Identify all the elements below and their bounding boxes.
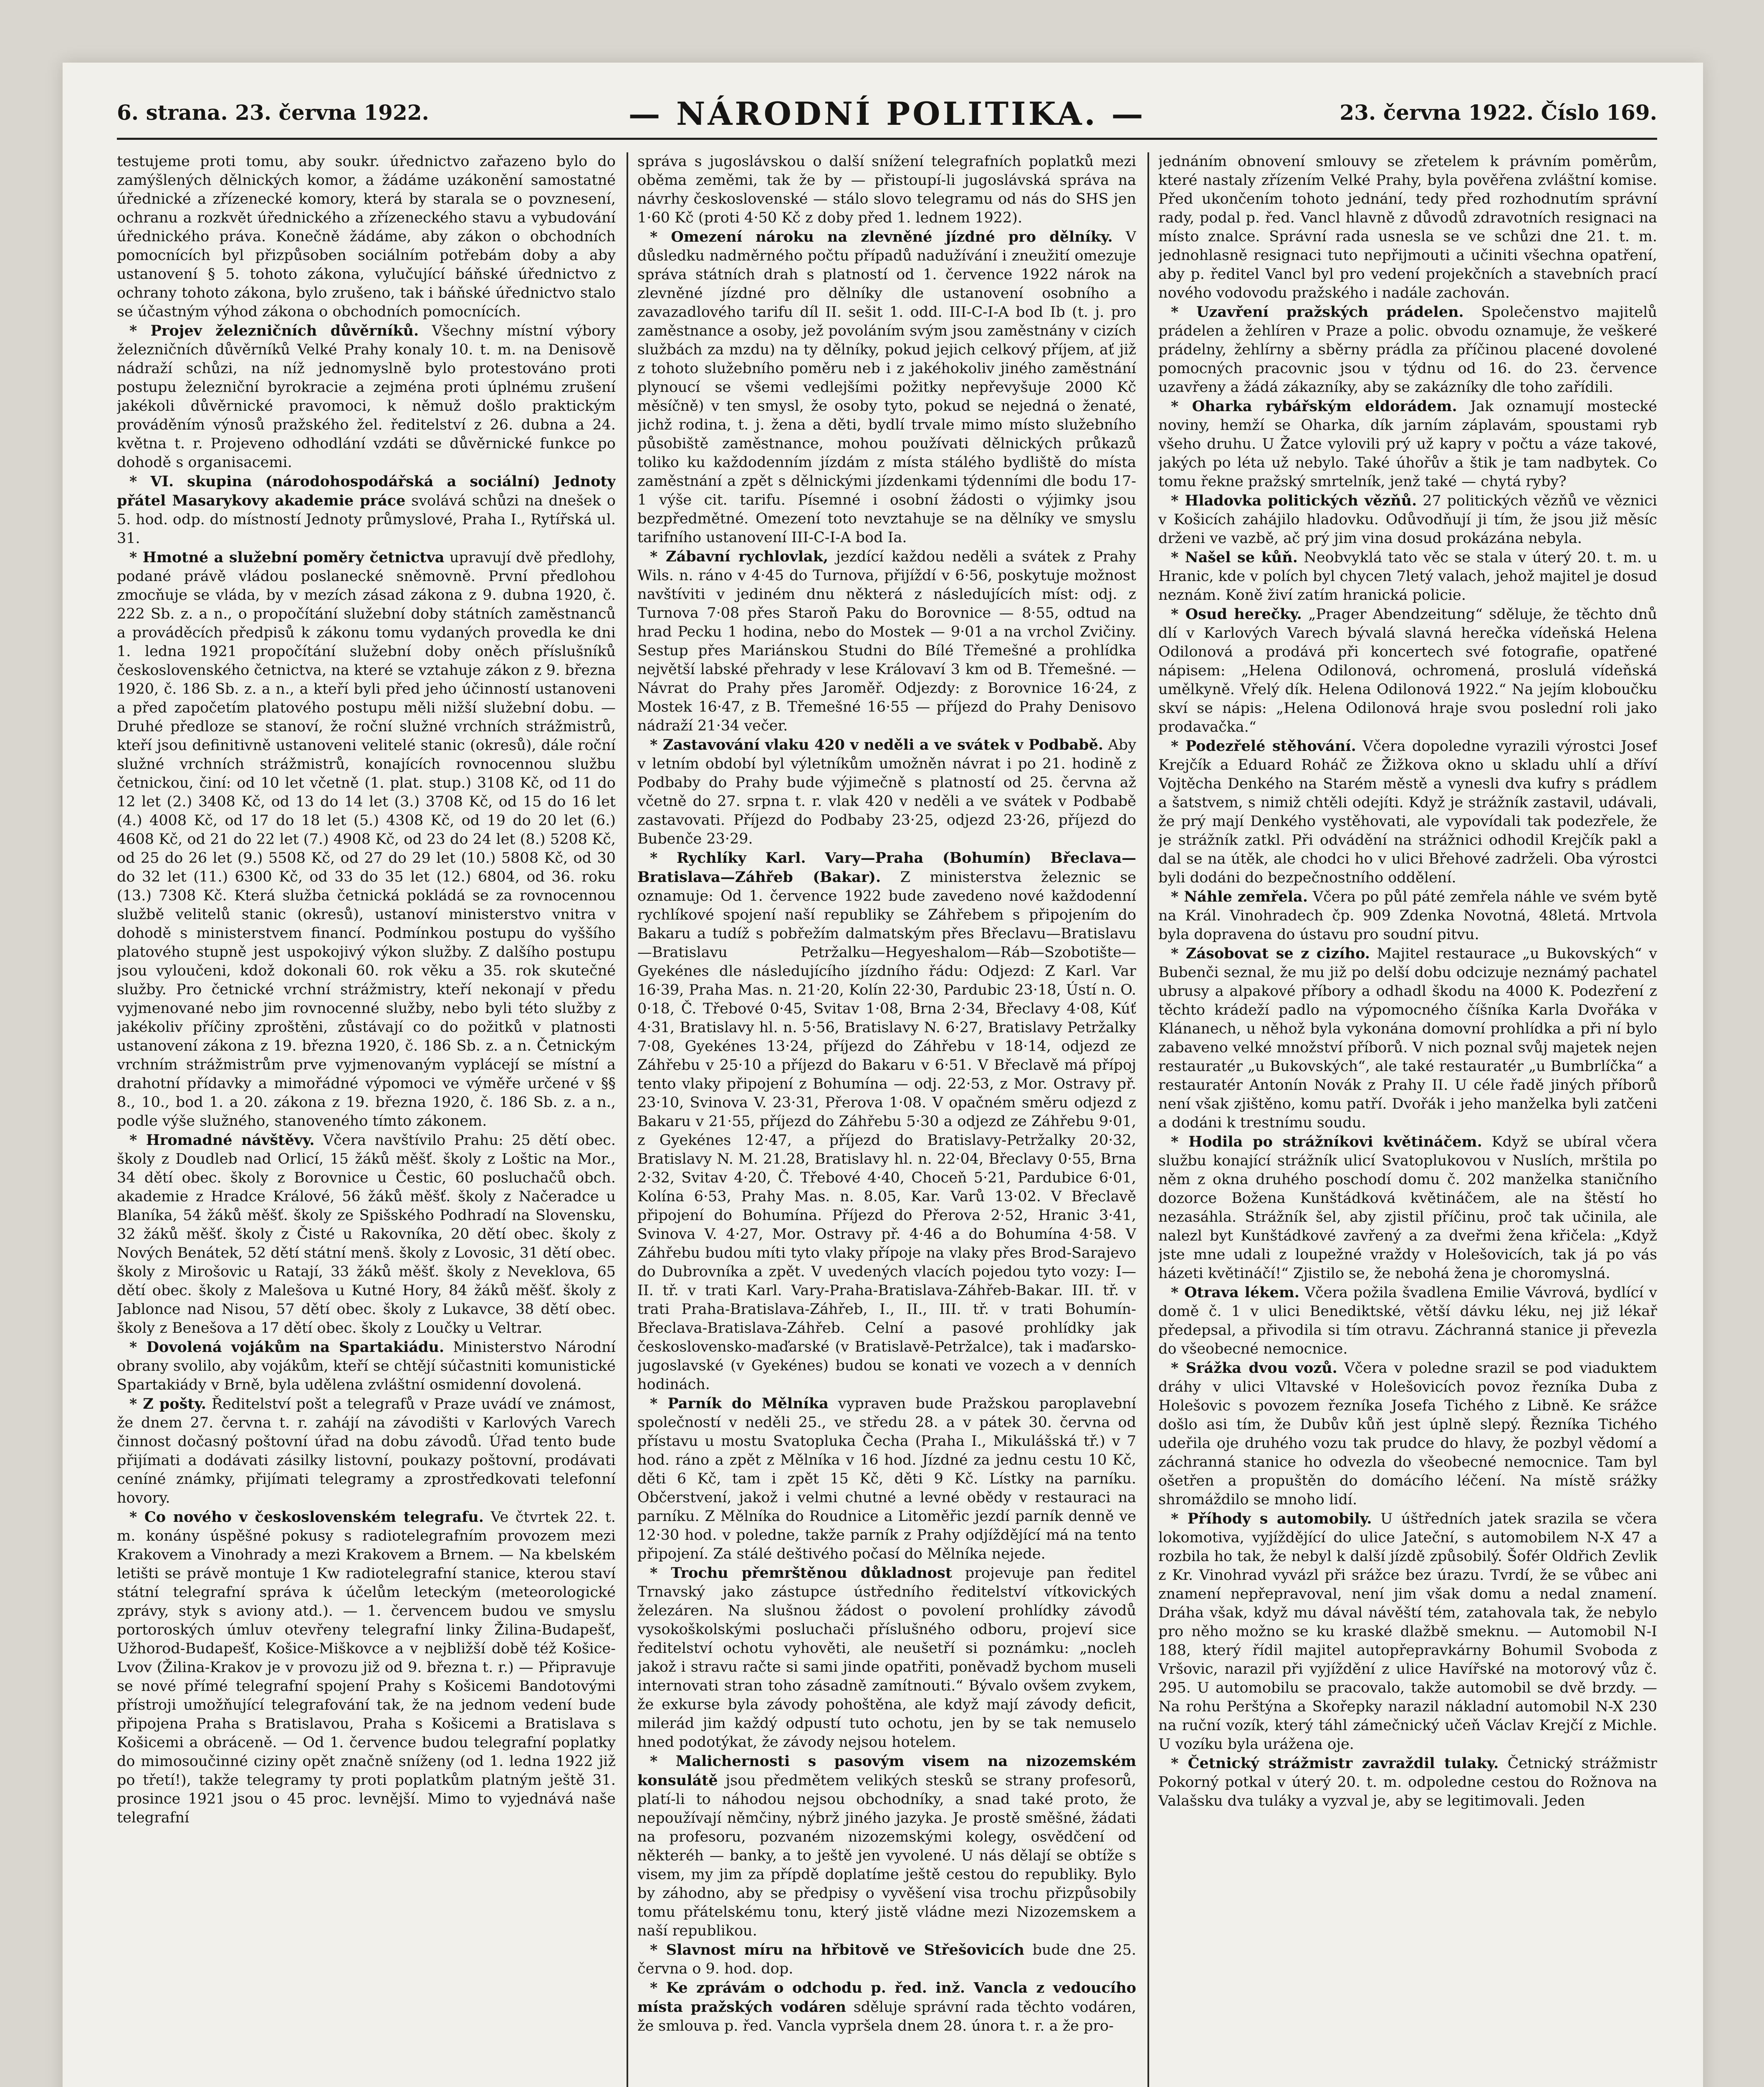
news-item — [117, 1338, 616, 1395]
news-item — [637, 1978, 1136, 2036]
news-item-heading: * Z pošty. — [129, 1395, 206, 1412]
header-page-date: 6. strana. 23. června 1922. — [117, 100, 429, 125]
news-item — [1158, 152, 1657, 303]
news-item-heading: * Rychlíky Karl. Vary—Praha (Bohumín) Břeclava—Bratislava—Záhřeb (Bakar). — [637, 849, 1136, 886]
news-item-heading: * Otrava lékem. — [1171, 1284, 1300, 1301]
column-3 — [1158, 152, 1657, 2087]
news-item — [1158, 1509, 1657, 1754]
header-issue-number: 23. června 1922. Číslo 169. — [1339, 100, 1657, 125]
news-item — [1158, 1132, 1657, 1283]
news-item-text: Všechny místní výbory železničních důvěrníků Velké Prahy konaly 10. t. m. na Denisově nádraží schůzi, na níž jednomyslně bylo protestováno proti postupu železniční byrokracie a zejména proti úplnému zrušení jakékoli důvěrnické pravomoci, k němuž došlo praktickým prováděním výnosů pražského žel. ředitelství z 26. dubna a 24. května t. r. Projeveno odhodlání vzdáti se důvěrnické funkce po dohodě s organisacemi. — [117, 323, 616, 471]
news-item-heading: * Příhody s automobily. — [1171, 1510, 1372, 1527]
news-item — [1158, 605, 1657, 737]
news-item-text: jezdící každou neděli a svátek z Prahy Wils. n. ráno v 4·45 do Turnova, přijíždí v 6·56, poskytuje možnost navštíviti v jediném dnu některá z následujících míst: odj. z Turnova 7·08 přes Staroň Paku do Borovnice — 8·55, odtud na hrad Pecku 1 hodina, nebo do Mostek — 9·01 a na vrchol Zvičiny. Sestup přes Mariánskou Studni do Bílé Třemešné a prohlídka největší labské přehrady v lese Královaví 3 km od B. Třemešné. — Návrat do Prahy přes Jaroměř. Odjezdy: z Borovnice 16·24, z Mostek 16·47, z B. Třemešné 16·55 — příjezd do Prahy Denisovo nádraží 21·34 večer. — [637, 548, 1136, 734]
news-item — [637, 849, 1136, 1394]
news-item — [1158, 1359, 1657, 1509]
news-item-text: V důsledku nadměrného počtu případů nadužívání i zneužití omezuje správa státních drah s platností od 1. července 1922 nárok na zlevněné jízdné pro dělníky dle ustanovení osobního a zavazadlového tarifu díl II. sešit 1. odd. III-C-I-A bod Ib (t. j. pro zaměstnance a osoby, jež povoláním svým jsou zaměstnány v cizích službách za mzdu) na ty dělníky, pokud jejich celkový příjem, ať již z tohoto služebního poměru neb i z jakéhokoliv jiného zaměstnání plynoucí se všemi vedlejšími požitky nepřevyšuje 2000 Kč měsíčně) v ten smysl, že osoby tyto, pokud se nejedná o ženaté, jichž rodina, t. j. žena a děti, bydlí trvale mimo místo služebního působiště zaměstnance, mohou používati dělnických průkazů toliko ku každodenním jízdám z místa stálého bydliště do místa zaměstnání a zpět s dělnickými jízdenkami týdenními dle bodu 17-1 výše cit. tarifu. Písemné i osobní žádosti o výjimky jsou bezpředmětné. Omezení toto nevztahuje se na dělníky ve smyslu tarifního ustanovení III-C-I-A bod Ia. — [637, 229, 1136, 546]
news-item-heading: * Zastavování vlaku 420 v neděli a ve svátek v Podbabě. — [650, 736, 1104, 753]
news-item-text: správa s jugoslávskou o další snížení telegrafních poplatků mezi oběma zeměmi, tak že by — přistoupí-li jugoslávská správa na návrhy československé — stálo slovo telegramu od nás do SHS jen 1·60 Kč (proti 4·50 Kč z doby před 1. lednem 1922). — [637, 153, 1136, 226]
news-item-text: „Prager Abendzeitung“ sděluje, že těchto dnů dlí v Karlových Varech bývalá slavná herečka vídeňská Helena Odilonová a prodává při koncertech své fotografie, opatřené nápisem: „Helena Odilonová, ochromená, proslulá vídeňská umělkyně. Vřelý dík. Helena Odilonová 1922.“ Na jejím kloboučku skví se nápis: „Helena Odilonová hraje svou poslední roli jako prodavačka.“ — [1158, 606, 1657, 735]
news-item-heading: * Oharka rybářským eldorádem. — [1171, 398, 1457, 415]
newspaper-page — [63, 63, 1703, 2087]
news-item-heading: * Co nového v československém telegrafu. — [129, 1508, 484, 1526]
news-item-heading: * Srážka dvou vozů. — [1171, 1359, 1337, 1377]
news-item — [637, 735, 1136, 849]
news-item — [1158, 491, 1657, 548]
news-item — [637, 547, 1136, 735]
news-item-text: Neobvyklá tato věc se stala v úterý 20. t. m. u Hranic, kde v polích byl chycen 7letý valach, jehož majitel je dosud neznám. Koně živí zatím hranická policie. — [1158, 549, 1657, 604]
news-item-heading: * Parník do Mělníka — [650, 1395, 829, 1412]
news-item-text: 27 politických vězňů ve věznici v Košicích zahájilo hladovku. Odůvodňují ji tím, že jsou již měsíc drženi ve vazbě, ač prý jim vina dosud prokázána nebyla. — [1158, 493, 1657, 547]
page-header — [117, 92, 1657, 140]
news-item-text: Ve čtvrtek 22. t. m. konány úspěšné pokusy s radiotelegrafním provozem mezi Krakovem a Vinohrady a mezi Krakovem a Brnem. — Na kbelském letišti se právě montuje 1 Kw radiotelegrafní stanice, kterou staví státní telegrafní správa k účelům leteckým (meteorologické zprávy, styk s aviony atd.). — 1. červencem budou ve smyslu portoroských úmluv otevřeny telegrafní linky Žilina-Budapešť, Užhorod-Budapešť, Košice-Miškovce a v nejbližší době též Košice-Lvov (Žilina-Krakov je v provozu již od 9. března t. r.) — Připravuje se nové přímé telegrafní spojení Prahy s Košicemi Bandotovými přístroji umožňující telegrafování tak, že na jednom vedení bude připojena Praha s Bratislavou, Praha s Košicemi a Bratislava s Košicemi a obráceně. — Od 1. července budou telegrafní poplatky do mimosoučinné ciziny opět značně sníženy (od 1. ledna 1922 již po třetí!), takže telegramy ty proti poplatkům platným ještě 31. prosince 1921 jsou o 45 proc. levnější. Mimo to vyjednává naše telegrafní — [117, 1509, 616, 1826]
news-item-heading: * Hladovka politických vězňů. — [1171, 492, 1417, 509]
news-item-text: upravují dvě předlohy, podané právě vládou poslanecké sněmovně. První předlohou zmocňuje se vláda, by v mezích zásad zákona z 9. dubna 1920, č. 222 Sb. z. a n., o propočítání služební doby státních zaměstnanců a prováděcích předpisů k zákonu tomu vydaných provedla ke dni 1. ledna 1921 propočítání služební doby oněch příslušníků československého četnictva, na které se vztahuje zákon z 9. března 1920, č. 186 Sb. z. a n., a kteří byli před jeho účinností ustanoveni a před započetím platového postupu měli nižší služební dobu. — Druhé předloze se stanoví, že roční služné vrchních strážmistrů, kteří jsou definitivně ustanoveni velitelé stanic (okresů), dále roční služné vrchních strážmistrů, konajících rovnocennou službu četnickou, činí: od 10 let včetně (1. plat. stup.) 3108 Kč, od 11 do 12 let (2.) 3408 Kč, od 13 do 14 let (3.) 3708 Kč, od 15 do 16 let (4.) 4008 Kč, od 17 do 18 let (5.) 4308 Kč, od 19 do 20 let (6.) 4608 Kč, od 21 do 22 let (7.) 4908 Kč, od 23 do 24 let (8.) 5208 Kč, od 25 do 26 let (9.) 5508 Kč, od 27 do 29 let (10.) 5808 Kč, od 30 do 32 let (11.) 6300 Kč, od 33 do 35 let (12.) 6804, od 36. roku (13.) 7308 Kč. Která služba četnická pokládá se za rovnocennou službě velitelů stanic (okresů), ustanoví ministerstvo vnitra v dohodě s ministerstvem financí. Podmínkou postupu do vyššího platového stupně jest uspokojivý výkon služby. Z dalšího postupu jsou vyloučeni, kdož dokonali 60. rok věku a 35. rok skutečné služby. Pro četnické vrchní strážmistry, kteří nekonají v předu vyjmenované nebo jim rovnocenné služby, nebo byli této služby z jakékoliv příčiny zproštěni, zůstávají co do požitků v platnosti ustanovení zákona z 19. března 1920, č. 186 Sb. z. a n. Četnickým vrchním strážmistrům prve vyjmenovaným vyplácejí se místní a drahotní přídavky a mimořádné výpomoci ve výměře určené v §§ 8., 10., bod 1. a 20. zákona z 19. března 1920, č. 186 Sb. z. a n., podle výše služného, stanoveného tímto zákonem. — [117, 549, 616, 1129]
news-item-text: Jak oznamují mostecké noviny, hemží se Oharka, dík jarním záplavám, spoustami ryb všeho druhu. U Žatce vylovili prý už kapry v počtu a váze takové, jakých po léta už nebylo. Také úhořův a štik je tam nadbytek. Co tomu řekne pražský smrtelník, jenž také — chytá ryby? — [1158, 398, 1657, 490]
news-item-text: testujeme proti tomu, aby soukr. úřednictvo zařazeno bylo do zamýšlených dělnických komor, a žádáme uzákonění samostatné úřednické a zřízenecké komory, která by starala se o povznesení, ochranu a rozkvět úřednického a zřízeneckého stavu a vybudování úřednického práva. Konečně žádáme, aby zákon o obchodních pomocnících byl přizpůsoben sociálním potřebám doby a aby ustanovení § 5. tohoto zákona, vylučující báňské úřednictvo z ochrany tohoto zákona, bylo zrušeno, tak i báňské úřednictvo stalo se účastným výhod zákona o obchodních pomocnících. — [117, 153, 616, 320]
news-item-heading: * Uzavření pražských prádelen. — [1171, 303, 1464, 321]
news-item-text: Společenstvo majitelů prádelen a žehlíren v Praze a polic. obvodu oznamuje, že veškeré prádelny, žehlírny a sběrny prádla za příčinou placené dovolené pomocných pracovnic jsou v týdnu od 16. do 23. července uzavřeny a žádá zákazníky, aby se zakázníky dle toho zařídili. — [1158, 304, 1657, 396]
news-item-text: Včera v poledne srazil se pod viaduktem dráhy v ulici Vltavské v Holešovicích povoz řezníka Duba z Holešovic s povozem řezníka Josefa Tichého z Libně. Ke srážce došlo asi tím, že Dubův kůň jest úplně slepý. Řezníka Tichého udeřila oje druhého vozu tak prudce do hlavy, že pozbyl vědomí a záchranná stanice ho odvezla do všeobecné nemocnice. Tam byl ošetřen a propuštěn do domácího léčení. Na místě srážky shromáždilo se mnoho lidí. — [1158, 1360, 1657, 1508]
news-item-text: Ministerstvo Národní obrany svolilo, aby vojákům, kteří se chtějí súčastniti komunistické Spartakiády v Brně, byla udělena zvláštní osmidenní dovolená. — [117, 1339, 616, 1393]
news-item — [117, 1395, 616, 1508]
news-item-heading: * Omezení nároku na zlevněné jízdné pro dělníky. — [650, 228, 1113, 245]
news-item-heading: * Zásobovat se z cizího. — [1171, 945, 1370, 962]
news-item — [117, 548, 616, 1131]
news-item-heading: * Ke zprávám o odchodu p. řed. inž. Vancla z vedoucího místa pražských vodáren — [637, 1979, 1136, 2016]
news-item-heading: * Náhle zemřela. — [1171, 888, 1308, 905]
news-item-heading: * VI. skupina (národohospodářská a sociální) Jednoty přátel Masarykovy akademie práce — [117, 473, 616, 509]
news-item — [637, 1752, 1136, 1940]
news-item — [117, 472, 616, 548]
news-item — [117, 1131, 616, 1338]
news-item — [637, 1564, 1136, 1752]
news-item-text: vypraven bude Pražskou paroplavební společností v neděli 25., ve středu 28. a v pátek 30. června od přístavu u mostu Svatopluka Čecha (Praha I., Mikulášská tř.) v 7 hod. ráno a zpět z Mělníka v 16 hod. Jízdné za jednu cestu 10 Kč, děti 6 Kč, tam i zpět 15 Kč, děti 9 Kč. Lístky na parníku. Občerstvení, jakož i velmi chutné a levné obědy v restauraci na parníku. Z Mělníka do Roudnice a Litoměřic jezdí parník denně ve 12·30 hod. v poledne, takže parník z Prahy odjíždějící má na tento připojení. Za stálé deštivého počasí do Mělníka nejede. — [637, 1395, 1136, 1562]
news-item-heading: * Osud herečky. — [1171, 606, 1302, 623]
news-item-text: Včera požila švadlena Emilie Vávrová, bydlící v domě č. 1 v ulici Benediktské, větší dávku léku, nej již lékař předepsal, a přivodila si tím otravu. Záchranná stanice ji převezla do všeobecné nemocnice. — [1158, 1284, 1657, 1357]
news-item-text: Z ministerstva železnic se oznamuje: Od 1. července 1922 bude zavedeno nové každodenní rychlíkové spojení naší republiky se Záhřebem s připojením do Bakaru a tudíž s pobřežím dalmatským přes Břeclavu—Bratislavu—Bratislavu Petržalku—Hegyeshalom—Ráb—Szobotište—Gyekénes dle následujícího jízdního řádu: Odjezd: Z Karl. Var 16·39, Praha Mas. n. 21·20, Kolín 22·30, Pardubic 23·18, Ústí n. O. 0·18, Č. Třebové 0·45, Svitav 1·08, Brna 2·34, Břeclavy 4·08, Kúť 4·31, Bratislavy hl. n. 5·56, Bratislavy N. 6·27, Bratislavy Petržalky 7·08, Gyekénes 13·24, příjezd do Záhřebu v 18·14, odjezd ze Záhřebu v 25·10 a příjezd do Bakaru v 6·51. V Břeclavě má přípoj tento vlaky připojení z Bohumína — odj. 22·53, z Mor. Ostravy př. 23·10, Svinova V. 23·31, Přerova 1·08. V opačném směru odjezd z Bakaru v 21·55, příjezd do Záhřebu 5·30 a odjezd ze Záhřebu 9·01, z Gyekénes 12·47, a příjezd do Bratislavy-Petržalky 20·32, Bratislavy N. M. 21.28, Bratislavy hl. n. 22·04, Břeclavy 0·55, Brna 2·32, Svitav 4·20, Č. Třebové 4·40, Choceň 5·21, Pardubice 6·01, Kolína 6·53, Prahy Mas. n. 8.05, Kar. Varů 13·02. V Břeclavě připojení do Bohumína. Příjezd do Přerova 2·52, Hranic 3·41, Svinova V. 4·27, Mor. Ostravy př. 4·46 a do Bohumína 4·58. V Záhřebu budou míti tyto vlaky přípoje na vlaky přes Brod-Sarajevo do Dubrovníka a zpět. V uvedených vlacích pojedou tyto vozy: I—II. tř. v trati Karl. Vary-Praha-Bratislava-Záhřeb-Bakar. III. tř. v trati Praha-Bratislava-Záhřeb, I., II., III. tř. v trati Bohumín-Břeclava-Bratislava-Záhřeb. Celní a pasové prohlídky jak československo-maďarské (v Bratislavě-Petržalce), tak i maďarsko-jugoslavské (v Gyekénes) budou se konati ve vozech a v denních hodinách. — [637, 869, 1136, 1393]
news-item — [1158, 1283, 1657, 1359]
news-item — [117, 321, 616, 472]
news-item — [1158, 944, 1657, 1132]
news-item-heading: * Projev železničních důvěrníků. — [129, 322, 419, 339]
news-item — [637, 152, 1136, 227]
news-item-heading: * Hromadné návštěvy. — [129, 1132, 315, 1149]
news-item-text: jednáním obnovení smlouvy se zřetelem k právním poměrům, které nastaly zřízením Velké Prahy, byla pověřena zvláštní komise. Před ukončením tohoto jednání, tedy před rozhodnutím správní rady, podal p. řed. Vancl hlavně z důvodů zdravotních resignaci na místo znalce. Správní rada usnesla se ve schůzi dne 21. t. m. jednohlasně resignaci tuto nepřijmouti a učiniti všechna opatření, aby p. ředitel Vancl byl pro vedení projekčních a stavebních prací nového vodovodu pražského i nadále zachován. — [1158, 153, 1657, 301]
news-item-heading: * Hodila po strážníkovi květináčem. — [1171, 1133, 1482, 1150]
news-item — [1158, 303, 1657, 397]
news-item-text: Četnický strážmistr Pokorný potkal v úterý 20. t. m. odpoledne cestou do Rožnova na Valašsku dva tuláky a vyzval je, aby se legitimovali. Jeden — [1158, 1755, 1657, 1809]
article-columns — [117, 152, 1657, 2087]
news-item — [1158, 548, 1657, 605]
news-item-text: bude dne 25. června o 9. hod. dop. — [637, 1942, 1136, 1977]
news-item-heading: * Četnický strážmistr zavraždil tulaky. — [1171, 1755, 1499, 1772]
news-item-heading: * Dovolená vojákům na Spartakiádu. — [129, 1339, 445, 1356]
news-item-text: Aby v letním období byl výletníkům umožněn návrat i po 21. hodině z Podbaby do Prahy bude výjimečně s platností od 25. června až včetně do 27. srpna t. r. vlak 420 v neděli a ve svátek v Podbabě zastavovati. Příjezd do Podbaby 23·25, odjezd 23·26, příjezd do Bubenče 23·29. — [637, 737, 1136, 847]
news-item-heading: * Hmotné a služební poměry četnictva — [129, 549, 445, 566]
news-item — [637, 1394, 1136, 1564]
news-item — [637, 1940, 1136, 1978]
news-item-text: Ředitelství pošt a telegrafů v Praze uvádí ve známost, že dnem 27. června t. r. zahájí na závodišti v Karlových Varech činnost dočasný poštovní úřad na dobu závodů. Úřad tento bude přijímati a dodávati zásilky listovní, poukazy poštovní, prodávati ceníné známky, přijímati telegramy a zprostředkovati telefonní hovory. — [117, 1396, 616, 1506]
news-item-text: sděluje správní rada těchto vodáren, že smlouva p. řed. Vancla vypršela dnem 28. února t. r. a že pro- — [637, 1999, 1136, 2034]
masthead-title: — NÁRODNÍ POLITIKA. — — [628, 95, 1146, 132]
news-item — [1158, 1754, 1657, 1811]
news-item-heading: * Trochu přemrštěnou důkladnost — [650, 1564, 952, 1582]
column-divider — [627, 152, 628, 2087]
news-item-text: Včera dopoledne vyrazili výrostci Josef Krejčík a Eduard Roháč ze Žižkova okno u skladu uhlí a dříví Vojtěcha Denkého na Starém městě a vynesli dva kufry s prádlem a šatstvem, s nimiž chtěli odejíti. Když je strážník zastavil, udávali, že prý mají Denkého vystěhovati, ale vypovídali tak podezřele, že je strážník zatkl. Při odvádění na strážnici odhodil Krejčík pakl a dal se na útěk, ale chodci ho v ulici Břehové zadrželi. Oba výrostci byli dodáni do bezpečnostního oddělení. — [1158, 738, 1657, 886]
news-item-text: Včera po půl páté zemřela náhle ve svém bytě na Král. Vinohradech čp. 909 Zdenka Novotná, 48letá. Mrtvola byla dopravena do ústavu pro soudní pitvu. — [1158, 889, 1657, 943]
news-item-text: Včera navštívilo Prahu: 25 dětí obec. školy z Doudleb nad Orlicí, 15 žáků měšť. školy z Loštic na Mor., 34 dětí obec. školy z Borovnice u Čestic, 60 posluchačů obch. akademie z Hradce Králové, 56 žáků měšť. školy z Načeradce u Blaníka, 54 žáků měšť. školy ze Spišského Podhradí na Slovensku, 32 žáků měšť. školy z Čisté u Rakovníka, 20 dětí obec. školy z Nových Benátek, 52 dětí státní menš. školy z Lovosic, 31 dětí obec. školy z Mirošovic u Ratají, 33 žáků měšť. školy z Neveklova, 65 dětí obec. školy z Malešova u Kutné Hory, 84 žáků měšť. školy z Jablonce nad Nisou, 57 dětí obec. školy z Lukavce, 38 dětí obec. školy z Benešova a 17 dětí obec. školy z Loučky u Veltrar. — [117, 1132, 616, 1337]
news-item-text: svolává schůzi na dnešek o 5. hod. odp. do místností Jednoty průmyslové, Praha I., Rytířská ul. 31. — [117, 493, 616, 547]
news-item-heading: * Slavnost míru na hřbitově ve Střešovicích — [650, 1941, 1024, 1958]
column-divider — [1147, 152, 1149, 2087]
news-item-heading: * Zábavní rychlovlak, — [650, 548, 829, 565]
news-item-text: jsou předmětem velikých stesků se strany profesorů, platí-li to náhodou nejsou obchodníky, a snad také proto, že nepoužívají němčiny, nýbrž jiného jazyka. Je prostě směšné, žádati na profesoru, pozvaném nizozemskými kolegy, osvědčení od některéh — banky, a to ještě jen vyvolené. U nás dělají se obtíže s visem, my jim za přípdě doplatíme ještě cestou do republiky. Bylo by záhodno, aby se předpisy o vyvěšení visa trochu přizpůsobily tomu přátelskému tonu, který jistě vládne mezi Nizozemskem a naší republikou. — [637, 1772, 1136, 1939]
news-item — [117, 1508, 616, 1827]
news-item — [117, 152, 616, 321]
news-item-heading: * Malichernosti s pasovým visem na nizozemském konsulátě — [637, 1753, 1136, 1789]
news-item-text: projevuje pan ředitel Trnavský jako zástupce ústředního ředitelství vítkovických železáren. Na slušnou žádost o povolení prohlídky závodů vysokoškolskými posluchači příslušného odboru, projeví sice ředitelství ochotu vyhověti, ale neušetří si poznámku: „noclеh jakož i stravu račte si sami jinde opatřiti, poněvadž bychom museli internovati stran toho zásadně zamítnouti.“ Bývalo ovšem zvykem, že exkurse byla závody pohoštěna, ale když mají závody deficit, milerád jim každý odpustí tuto ochotu, jen by se tak nemuselo hned podotýkat, že závody nejsou hotelem. — [637, 1565, 1136, 1751]
news-item — [1158, 737, 1657, 887]
column-2 — [637, 152, 1136, 2087]
news-item-heading: * Našel se kůň. — [1171, 549, 1298, 566]
news-item-text: Majitel restaurace „u Bukovských“ v Bubenči seznal, že mu již po delší dobu odcizuje neznámý pachatel ubrusy a alpakové příbory a odhadl škodu na 4000 K. Podezření z těchto krádeží padlo na výpomocného číšníka Karla Dvořáka v Klánanech, u něhož byla vykonána domovní prohlídka a při ní bylo zabaveno velké množství příborů. V nich poznal svůj majetek nejen restauratér „u Bukovských“, ale také restauratér „u Bumbrlíčka“ a restauratér Antonín Novák z Prahy II. U céle řadě jiných příborů není však zjištěno, komu patří. Dvořák i jeho manželka byli zatčeni a dodáni k trestnímu soudu. — [1158, 945, 1657, 1131]
news-item-text: Když se ubíral včera službu konající strážník ulicí Svatoplukovou v Nuslích, mrštila po něm z okna druhého poschodí domu č. 202 manželka staničního dozorce Božena Kunštádková květináčem, ale na štěstí ho nezasáhla. Strážník šel, aby zjistil příčinu, proč tak učinila, ale nalezl byt Kunštádkové zavřený a za dveřmi žena křičela: „Když jste mne udali z loupežné vraždy v Holešovicích, tak já po vás házeti květináčí!“ Zjistilo se, že nebohá žena je choromyslná. — [1158, 1134, 1657, 1282]
news-item — [1158, 887, 1657, 944]
column-1 — [117, 152, 616, 2087]
news-item — [1158, 397, 1657, 491]
news-item-text: U úštředních jatek srazila se včera lokomotiva, vyjíždějící do ulice Jateční, s automobilem N-X 47 a rozbila ho tak, že nebyl k další jízdě způsobilý. Šofér Oldřich Zevlik z Kr. Vinohrad vyvázl při srážce bez úrazu. Tvrdí, že se vůbec ani znamení nepřepravoval, není jim však domu a nedal znamení. Dráha však, když mu dával návěští tém, zatahovala tak, že nebylo pro něho možno se ku kraské dlažbě smeknu. — Automobil N-I 188, který řídil majitel autopřepravkárny Bohumil Svoboda z Vršovic, narazil při vyjíždění z ulice Havířské na motorový vůz č. 295. U automobilu se pracovalo, takže automobil se dvě brzdy. — Na rohu Perštýna a Skořepky narazil nákladní automobil N-X 230 na ruční vozík, který táhl zámečnický učeň Václav Krejčí z Michle. U vozíku byla urážena oje. — [1158, 1511, 1657, 1753]
news-item-heading: * Podezřelé stěhování. — [1171, 738, 1356, 755]
news-item — [637, 227, 1136, 547]
